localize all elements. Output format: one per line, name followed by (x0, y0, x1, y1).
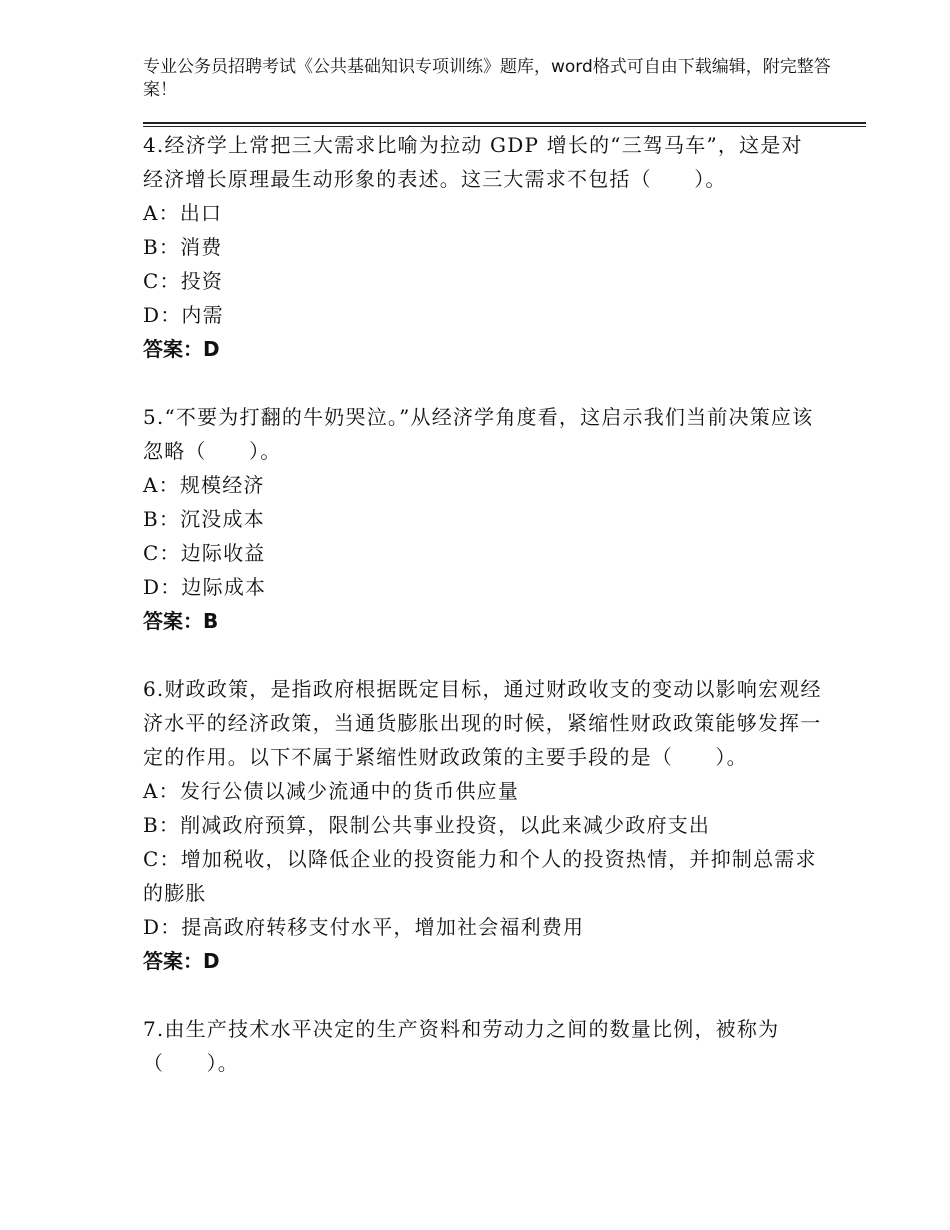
header-divider-thick (143, 122, 866, 124)
question-7 (143, 1012, 823, 1080)
answer-label: 答案：D (143, 337, 220, 361)
option-d: D：提高政府转移支付水平，增加社会福利费用 (143, 915, 585, 939)
spacer (143, 638, 823, 672)
option-b: B：沉没成本 (143, 507, 265, 531)
question-stem: 7.由生产技术水平决定的生产资料和劳动力之间的数量比例，被称为（ ）。 (143, 1017, 780, 1075)
option-a: A：发行公债以减少流通中的货币供应量 (143, 779, 520, 803)
option-b: B：削减政府预算，限制公共事业投资，以此来减少政府支出 (143, 813, 711, 837)
question-stem: 5.“不要为打翻的牛奶哭泣。”从经济学角度看，这启示我们当前决策应该忽略（ ）。 (143, 405, 814, 463)
question-list (143, 128, 823, 1080)
option-c: C：增加税收，以降低企业的投资能力和个人的投资热情，并抑制总需求的膨胀 (143, 847, 817, 905)
spacer (143, 978, 823, 1012)
option-d: D：内需 (143, 303, 224, 327)
option-a: A：规模经济 (143, 473, 265, 497)
spacer (143, 366, 823, 400)
option-d: D：边际成本 (143, 575, 267, 599)
question-5 (143, 400, 823, 638)
question-6 (143, 672, 823, 978)
option-c: C：边际收益 (143, 541, 266, 565)
question-4 (143, 128, 823, 366)
answer-label: 答案：B (143, 609, 219, 633)
question-stem: 6.财政政策，是指政府根据既定目标，通过财政收支的变动以影响宏观经济水平的经济政策，当通货膨胀出现的时候，紧缩性财政政策能够发挥一定的作用。以下不属于紧缩性财政政策的主要手段的是（ ）。 (143, 677, 822, 769)
question-stem: 4.经济学上常把三大需求比喻为拉动 GDP 增长的“三驾马车”，这是对经济增长原理最生动形象的表述。这三大需求不包括（ ）。 (143, 133, 803, 191)
answer-label: 答案：D (143, 949, 220, 973)
option-c: C：投资 (143, 269, 224, 293)
option-a: A：出口 (143, 201, 223, 225)
document-header: 专业公务员招聘考试《公共基础知识专项训练》题库，word格式可自由下载编辑，附完整答案！ (143, 57, 831, 100)
option-b: B：消费 (143, 235, 223, 259)
header-divider-thin (143, 126, 866, 127)
